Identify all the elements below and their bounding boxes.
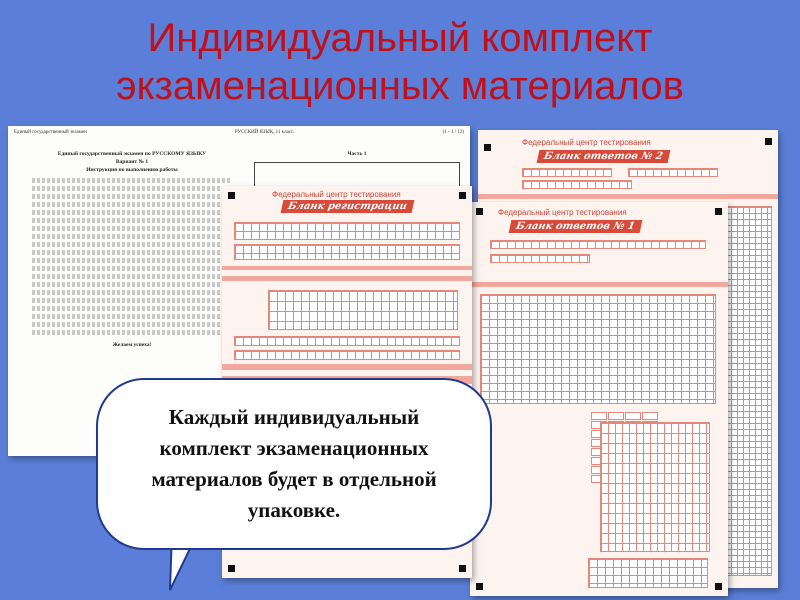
instruction-heading-exam: Единый государственный экзамен по РУССКОМУ ЯЗЫКУ: [57, 151, 207, 157]
slide-title-line-2: экзаменационных материалов: [116, 64, 684, 108]
answer-form-2-title: Бланк ответов № 2: [537, 150, 670, 163]
slide-title: [0, 14, 800, 110]
slide-title-line-1: Индивидуальный комплект: [147, 16, 653, 60]
instruction-part-label: Часть 1: [347, 151, 367, 157]
speech-bubble: [96, 378, 492, 550]
instruction-header-page: (1 - 1 / 12): [442, 130, 464, 135]
registration-form-title: Бланк регистрации: [281, 200, 415, 213]
instruction-heading-rules: Инструкция по выполнению работы: [86, 167, 178, 173]
registration-form-name-cells: [268, 290, 458, 330]
registration-form-reserve-cells: [234, 350, 460, 360]
registration-form-document-cells: [234, 336, 460, 346]
instruction-closing: Желаем успеха!: [112, 342, 152, 348]
registration-form-subject-cells: [234, 244, 460, 260]
instruction-header-mid: РУССКИЙ ЯЗЫК, 11 класс.: [234, 130, 295, 135]
answer-form-2-extra-cells: [522, 180, 632, 189]
answer-form-2-band: [478, 194, 778, 199]
instruction-heading-variant: Вариант № 1: [115, 159, 149, 165]
instruction-header-left: Единый государственный экзамен: [14, 130, 87, 135]
answer-form-1-code-cells: [490, 254, 590, 263]
answer-form-1-center-name: Федеральный центр тестирования: [498, 208, 627, 217]
registration-form-region-cells: [234, 222, 460, 240]
registration-form-band-1: [222, 266, 472, 270]
registration-form-band-3: [222, 364, 472, 370]
speech-bubble-text: Каждый индивидуальный комплект экзаменационных материалов будет в отдельной упаковке.: [151, 405, 437, 522]
answer-form-1-answer-grid: [480, 294, 716, 404]
answer-form-1: [470, 202, 728, 596]
instruction-body-lines: [32, 178, 232, 335]
answer-form-1-short-answers: [600, 422, 710, 552]
answer-form-1-corrections: [588, 558, 708, 588]
registration-form-center-name: Федеральный центр тестирования: [272, 190, 401, 199]
answer-form-1-band: [470, 282, 728, 287]
registration-form-band-2: [222, 276, 472, 281]
answer-form-1-title: Бланк ответов № 1: [509, 220, 642, 233]
answer-form-1-alphabet-row: [490, 240, 706, 249]
answer-form-2-center-name: Федеральный центр тестирования: [522, 138, 651, 147]
instruction-sheet-header: [14, 130, 464, 140]
answer-form-2-code-cells: [628, 168, 718, 177]
answer-form-2-region-cells: [522, 168, 612, 177]
